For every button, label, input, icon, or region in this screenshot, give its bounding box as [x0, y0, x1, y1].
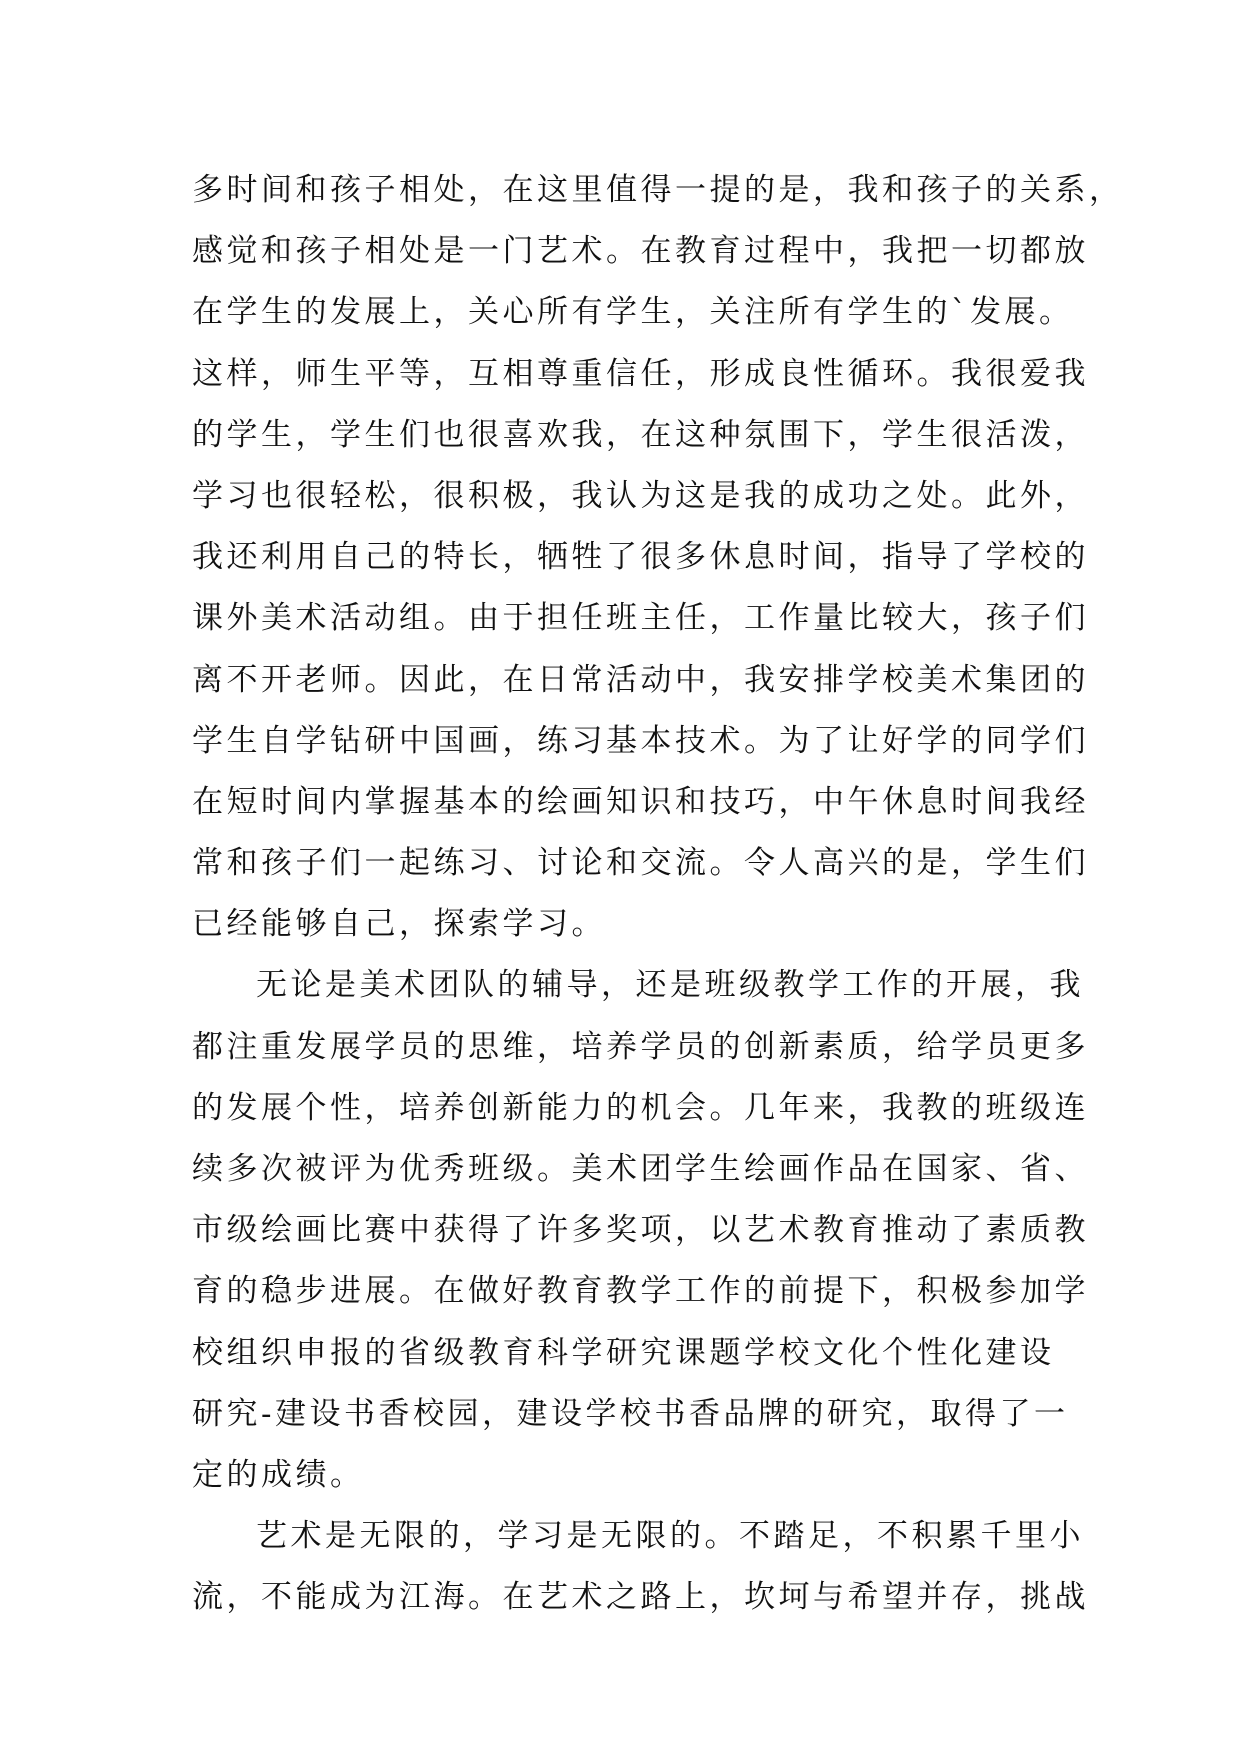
- text-line: 感觉和孩子相处是一门艺术。在教育过程中，我把一切都放: [192, 233, 1089, 270]
- text-line: 研究-建设书香校园，建设学校书香品牌的研究，取得了一: [192, 1395, 1069, 1432]
- text-line: 流，不能成为江海。在艺术之路上，坎坷与希望并存，挑战: [192, 1579, 1089, 1616]
- body-text: [192, 160, 1124, 1629]
- text-line: 学习也很轻松，很积极，我认为这是我的成功之处。此外，: [192, 477, 1089, 514]
- text-line: 艺术是无限的，学习是无限的。不踏足，不积累千里小: [256, 1518, 1084, 1555]
- text-line: 在学生的发展上，关心所有学生，关注所有学生的`发展。: [192, 294, 1074, 331]
- text-line: 多时间和孩子相处，在这里值得一提的是，我和孩子的关系，: [192, 172, 1124, 208]
- text-line: 已经能够自己，探索学习。: [192, 906, 606, 943]
- text-line: 课外美术活动组。由于担任班主任，工作量比较大，孩子们: [192, 600, 1089, 637]
- text-line: 无论是美术团队的辅导，还是班级教学工作的开展，我: [256, 967, 1084, 1004]
- text-line: 市级绘画比赛中获得了许多奖项，以艺术教育推动了素质教: [192, 1212, 1089, 1249]
- text-line: 都注重发展学员的思维，培养学员的创新素质，给学员更多: [192, 1028, 1089, 1065]
- text-line: 在短时间内掌握基本的绘画知识和技巧，中午休息时间我经: [192, 783, 1089, 820]
- text-line: 离不开老师。因此，在日常活动中，我安排学校美术集团的: [192, 661, 1089, 698]
- text-line: 定的成绩。: [192, 1456, 365, 1493]
- text-line: 我还利用自己的特长，牺牲了很多休息时间，指导了学校的: [192, 539, 1089, 576]
- text-line: 学生自学钻研中国画，练习基本技术。为了让好学的同学们: [192, 722, 1089, 759]
- text-line: 这样，师生平等，互相尊重信任，形成良性循环。我很爱我: [192, 355, 1089, 392]
- text-line: 的学生，学生们也很喜欢我，在这种氛围下，学生很活泼，: [192, 416, 1089, 453]
- text-line: 的发展个性，培养创新能力的机会。几年来，我教的班级连: [192, 1089, 1089, 1126]
- text-line: 育的稳步进展。在做好教育教学工作的前提下，积极参加学: [192, 1273, 1089, 1310]
- text-line: 续多次被评为优秀班级。美术团学生绘画作品在国家、省、: [192, 1151, 1089, 1187]
- text-line: 校组织申报的省级教育科学研究课题学校文化个性化建设: [192, 1334, 1055, 1371]
- text-line: 常和孩子们一起练习、讨论和交流。令人高兴的是，学生们: [192, 845, 1089, 882]
